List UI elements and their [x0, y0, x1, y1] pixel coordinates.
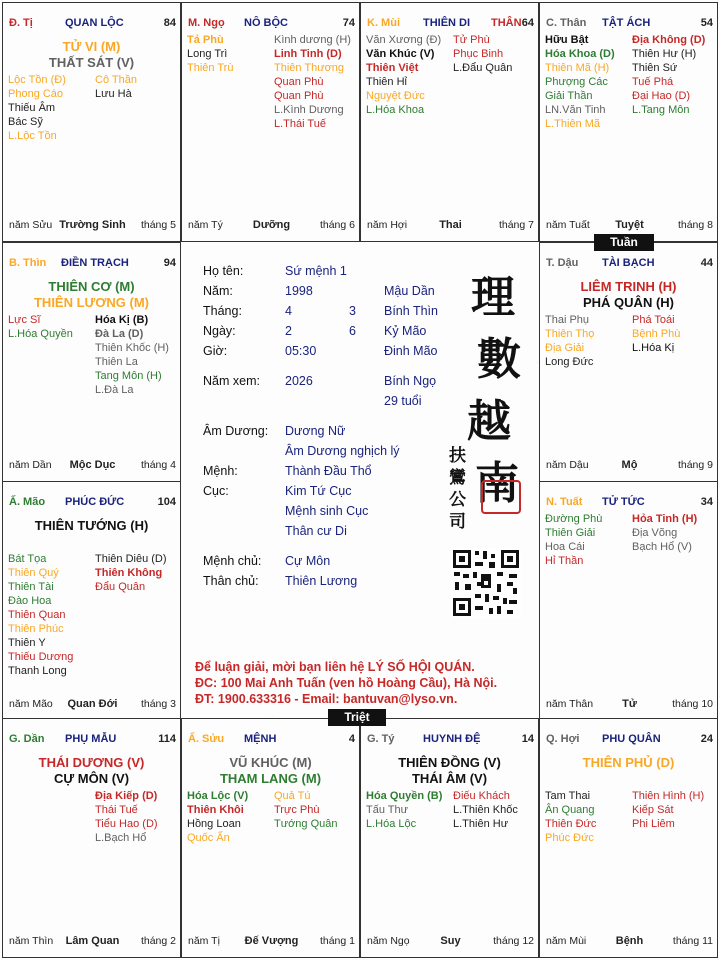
am-duong-value: Dương Nữ — [285, 424, 346, 438]
nam-label: Năm: — [203, 284, 233, 298]
minor-star: Tam Thai — [545, 790, 591, 802]
palace-cell-gd[interactable] — [2, 718, 181, 958]
left-star-column — [366, 33, 441, 117]
right-star-column — [632, 313, 680, 355]
minor-star: Thiên Sứ — [632, 62, 678, 74]
minor-star: Thiên Trù — [187, 62, 234, 74]
dai-han-number: 54 — [700, 17, 713, 29]
minor-star: Đại Hao (D) — [632, 90, 691, 102]
minor-star: Thai Phụ — [545, 314, 590, 326]
palace-header — [367, 17, 534, 31]
can-chi-label: K. Mùi — [367, 17, 400, 29]
palace-cell-dt[interactable] — [2, 2, 181, 242]
truong-sinh-stage: Suy — [440, 935, 461, 947]
palace-header — [188, 17, 355, 31]
minor-star: Thiên Mã (H) — [545, 62, 610, 74]
palace-footer — [546, 459, 713, 473]
nam-value: 1998 — [285, 284, 313, 298]
minor-star: Đào Hoa — [8, 595, 52, 607]
can-chi-label: B. Thìn — [9, 257, 47, 269]
minor-star: Thái Tuế — [95, 804, 138, 816]
minor-star: Tuế Phá — [632, 76, 674, 88]
minor-star: Thiên Giải — [545, 527, 596, 539]
palace-header — [9, 496, 176, 510]
nguyet-han-month: tháng 3 — [140, 698, 176, 710]
palace-footer — [546, 698, 713, 712]
minor-star: Phục Binh — [453, 48, 504, 60]
left-star-column — [8, 552, 73, 678]
minor-star: Hỉ Thần — [545, 555, 584, 567]
minor-star: Hóa Kị (B) — [95, 314, 149, 326]
palace-header — [546, 496, 713, 510]
can-chi-label: C. Thân — [546, 17, 587, 29]
minor-star: Hữu Bật — [545, 34, 589, 46]
minor-star: Thiên Quý — [8, 567, 59, 579]
contact-line-1: Để luận giải, mời bạn liên hệ LÝ SỐ HỘI QUÁN. — [195, 660, 475, 674]
truong-sinh-stage: Lâm Quan — [65, 935, 120, 947]
minor-star: Thiên Hư (H) — [632, 48, 697, 60]
ngay-can-chi: Kỷ Mão — [384, 324, 427, 338]
dai-han-number: 4 — [348, 733, 355, 745]
minor-star: Thiếu Dương — [8, 651, 74, 663]
right-star-column — [453, 789, 518, 831]
palace-name: PHU QUÂN — [602, 733, 661, 745]
main-star: PHÁ QUÂN (H) — [583, 295, 674, 310]
palace-cell-nt[interactable] — [539, 481, 718, 721]
minor-star: Kình dương (H) — [274, 34, 351, 46]
palace-footer — [367, 219, 534, 233]
palace-footer — [546, 219, 713, 233]
nguyet-han-month: tháng 9 — [677, 459, 713, 471]
ngay-value: 2 — [285, 324, 292, 338]
contact-phone-email: ĐT: 1900.633316 - Email: bantuvan@lyso.vn. — [195, 692, 458, 706]
minor-star: Địa Võng — [632, 527, 678, 539]
nguyet-han-month: tháng 12 — [493, 935, 534, 947]
than-chu-value: Thiên Lương — [285, 574, 358, 588]
palace-name: TỬ TỨC — [602, 496, 645, 508]
minor-star: Thiếu Âm — [8, 102, 56, 114]
tieu-han-year: năm Tý — [188, 219, 223, 231]
palace-name: MỆNH — [244, 733, 277, 745]
than-chu-label: Thân chủ: — [203, 574, 259, 588]
minor-star: Phong Cáo — [8, 88, 64, 100]
tieu-han-year: năm Tị — [188, 935, 220, 947]
ho-ten-value: Sứ mệnh 1 — [285, 264, 347, 278]
minor-star: Ân Quang — [545, 804, 595, 816]
minor-star: Quả Tú — [274, 790, 311, 802]
palace-cell-am[interactable] — [2, 481, 181, 721]
minor-star: Thiên Thọ — [545, 328, 595, 340]
nguyet-han-month: tháng 1 — [319, 935, 355, 947]
minor-star: Thiên Thương — [274, 62, 345, 74]
tieu-han-year: năm Mùi — [546, 935, 587, 947]
nam-xem-value: 2026 — [285, 374, 313, 388]
left-star-column — [545, 313, 594, 369]
minor-star: Thiên Phúc — [8, 623, 64, 635]
truong-sinh-stage: Trường Sinh — [59, 219, 126, 231]
minor-star: Địa Không (D) — [632, 34, 706, 46]
gio-label: Giờ: — [203, 344, 228, 358]
nguyet-han-month: tháng 6 — [319, 219, 355, 231]
palace-name: NÔ BỘC — [244, 17, 288, 29]
nguyet-han-month: tháng 10 — [672, 698, 713, 710]
minor-star: Quan Phù — [274, 90, 324, 102]
palace-cell-bt[interactable] — [2, 242, 181, 482]
minor-star: L.Đẩu Quân — [453, 62, 513, 74]
right-star-column — [95, 73, 137, 101]
left-star-column — [545, 512, 602, 568]
minor-star: L.Kình Dương — [274, 104, 344, 116]
right-star-column — [274, 33, 351, 131]
minor-star: Long Trì — [187, 48, 228, 60]
tieu-han-year: năm Sửu — [9, 219, 53, 231]
tieu-han-year: năm Hợi — [367, 219, 408, 231]
minor-star: Thiên Quan — [8, 609, 66, 621]
minor-star: Thiên Hình (H) — [632, 790, 705, 802]
minor-star: Bác Sỹ — [8, 116, 43, 128]
left-star-column — [8, 313, 73, 341]
minor-star: L.Hóa Kị — [632, 342, 675, 354]
menh-label: Mệnh: — [203, 464, 238, 478]
palace-cell-as[interactable] — [181, 718, 360, 958]
minor-star: Thiên Diêu (D) — [95, 553, 167, 565]
minor-star: Bạch Hổ (V) — [632, 541, 692, 553]
am-duong-label: Âm Dương: — [203, 424, 269, 438]
minor-star: Phá Toái — [632, 314, 675, 326]
left-star-column — [187, 33, 233, 75]
minor-star: L.Hóa Quyền — [8, 328, 73, 340]
nguyet-han-month: tháng 8 — [677, 219, 713, 231]
center-info-panel: Họ tên: Sứ mệnh 1 Năm: 1998 Mậu Dần Tháng: 4 3 Bính Thìn Ngày: 2 6 Kỷ Mão Giờ: 05:30 Đinh Mão Năm xem: 2026 Bính Ngọ 29 tuổi Âm Dương: Dương Nữ Âm Dương nghịch lý Mệnh: Thành Đầu Thổ Cục: Kim Tứ Cục Mệnh sinh Cục Thân cư Di Mệnh chủ: Cự Môn Thân chủ: Thiên Lương 理 數 越 南 扶 鸞 公 司 Để luận giải, mời bạn liên hệ LÝ SỐ HỘI QUÁN. ĐC: 100 Mai Anh Tuấn (ven hồ Hoàng Cầu), Hà Nội. ĐT: 1900.633316 - Email: bantuvan@lyso.vn. — [181, 242, 537, 716]
palace-name: PHÚC ĐỨC — [65, 496, 125, 508]
menh-chu-label: Mệnh chủ: — [203, 554, 262, 568]
main-star: THIÊN CƠ (M) — [48, 279, 135, 294]
nam-xem-can-chi: Bính Ngọ — [384, 374, 437, 388]
palace-header — [9, 17, 176, 31]
thang-can-chi: Bính Thìn — [384, 304, 438, 318]
minor-star: Thiên Khốc (H) — [95, 342, 169, 354]
palace-name: TÀI BẠCH — [602, 257, 655, 269]
gio-value: 05:30 — [285, 344, 317, 358]
palace-name: PHỤ MẪU — [65, 733, 117, 745]
contact-address: ĐC: 100 Mai Anh Tuấn (ven hồ Hoàng Cầu), Hà Nội. — [195, 676, 498, 690]
dai-han-number: 24 — [700, 733, 713, 745]
right-star-column — [95, 789, 158, 845]
palace-footer — [9, 935, 176, 949]
minor-star: Thiên Tài — [8, 581, 54, 593]
main-star: LIÊM TRINH (H) — [580, 279, 677, 294]
main-star: THẤT SÁT (V) — [48, 55, 135, 70]
minor-star: Kiếp Sát — [632, 804, 674, 816]
truong-sinh-stage: Tử — [622, 698, 637, 710]
palace-footer — [9, 698, 176, 712]
right-star-column — [274, 789, 338, 831]
palace-cell-gt[interactable] — [360, 718, 539, 958]
tieu-han-year: năm Mão — [9, 698, 53, 710]
can-chi-label: Ấ. Mão — [9, 496, 46, 508]
truong-sinh-stage: Bệnh — [615, 935, 644, 947]
main-star: THIÊN LƯƠNG (M) — [33, 295, 150, 310]
right-star-column — [632, 789, 704, 831]
left-star-column — [545, 789, 596, 845]
minor-star: Tả Phù — [187, 34, 224, 46]
gio-can-chi: Đinh Mão — [384, 344, 438, 358]
ho-ten-label: Họ tên: — [203, 264, 244, 278]
minor-star: Lộc Tồn (Đ) — [8, 74, 66, 86]
minor-star: Tấu Thư — [366, 804, 409, 816]
minor-star: Hóa Lộc (V) — [187, 790, 249, 802]
can-chi-label: M. Ngọ — [188, 17, 225, 29]
can-chi-label: Q. Hợi — [546, 733, 580, 745]
minor-star: Thiên Không — [95, 567, 163, 579]
minor-star: Nguyệt Đức — [366, 90, 425, 102]
can-chi-label: Đ. Tị — [9, 17, 33, 29]
palace-name: QUAN LỘC — [65, 17, 124, 29]
palace-header — [9, 733, 176, 747]
than-marker: THÂN — [491, 17, 522, 29]
left-star-column — [545, 33, 615, 131]
palace-header — [367, 733, 534, 747]
nguyet-han-month: tháng 5 — [140, 219, 176, 231]
minor-star: Địa Kiếp (D) — [95, 790, 158, 802]
minor-star: Văn Khúc (V) — [366, 48, 435, 60]
cuc-note-1: Mệnh sinh Cục — [285, 504, 369, 518]
minor-star: Thiên Đức — [545, 818, 597, 830]
minor-star: Hỏa Tinh (H) — [632, 513, 698, 525]
palace-header — [546, 733, 713, 747]
minor-star: Thanh Long — [8, 665, 67, 677]
main-star: THÁI DƯƠNG (V) — [38, 755, 145, 770]
tieu-han-year: năm Ngọ — [367, 935, 410, 947]
minor-star: Long Đức — [545, 356, 594, 368]
truong-sinh-stage: Dưỡng — [252, 219, 291, 231]
minor-star: Bệnh Phù — [632, 328, 681, 340]
minor-star: Tang Môn (H) — [95, 370, 162, 382]
minor-star: Hoa Cái — [545, 541, 585, 553]
minor-star: Cô Thần — [95, 74, 137, 86]
main-star: THÁI ÂM (V) — [411, 771, 488, 786]
nguyet-han-month: tháng 7 — [498, 219, 534, 231]
tuan-band: Tuần — [594, 234, 654, 251]
palace-cell-km[interactable] — [360, 2, 539, 242]
truong-sinh-stage: Quan Đới — [67, 698, 118, 710]
minor-star: L.Thiên Hư — [453, 818, 509, 830]
main-star: VŨ KHÚC (M) — [229, 755, 312, 770]
right-star-column — [95, 552, 167, 594]
right-star-column — [453, 33, 512, 75]
right-star-column — [95, 313, 169, 397]
am-duong-note: Âm Dương nghịch lý — [285, 444, 400, 458]
palace-name: THIÊN DI — [423, 17, 471, 29]
minor-star: Điếu Khách — [453, 790, 510, 802]
minor-star: Giải Thần — [545, 90, 593, 102]
nguyet-han-month: tháng 4 — [140, 459, 176, 471]
main-star: TỬ VI (M) — [62, 39, 121, 54]
main-star: THAM LANG (M) — [219, 771, 322, 786]
palace-footer — [188, 219, 355, 233]
dai-han-number: 44 — [700, 257, 713, 269]
minor-star: Thiên Khôi — [187, 804, 244, 816]
minor-star: L.Lộc Tồn — [8, 130, 57, 142]
truong-sinh-stage: Thai — [439, 219, 462, 231]
minor-star: Hóa Quyền (B) — [366, 790, 443, 802]
nguyet-han-month: tháng 2 — [140, 935, 176, 947]
minor-star: L.Đà La — [95, 384, 134, 396]
minor-star: Tử Phù — [453, 34, 490, 46]
tuoi-value: 29 tuổi — [384, 394, 422, 408]
triet-band: Triệt — [328, 709, 386, 726]
thang-value: 4 — [285, 304, 292, 318]
dai-han-number: 14 — [521, 733, 534, 745]
menh-value: Thành Đầu Thổ — [285, 464, 372, 478]
palace-name: ĐIỀN TRẠCH — [61, 257, 129, 269]
dai-han-number: 34 — [700, 496, 713, 508]
cuc-label: Cục: — [203, 484, 229, 498]
minor-star: Thiên Việt — [366, 62, 419, 74]
can-chi-label: G. Tý — [367, 733, 395, 745]
can-chi-label: T. Dậu — [546, 257, 579, 269]
minor-star: Văn Xương (Đ) — [366, 34, 442, 46]
minor-star: Thiên Hỉ — [366, 76, 407, 88]
minor-star: Trực Phù — [274, 804, 320, 816]
minor-star: Đẩu Quân — [95, 581, 146, 593]
dai-han-number: 84 — [163, 17, 176, 29]
palace-footer — [188, 935, 355, 949]
minor-star: Lực Sĩ — [8, 314, 41, 326]
minor-star: Thiên La — [95, 356, 138, 368]
red-seal-icon — [481, 480, 521, 514]
palace-cell-td[interactable] — [539, 242, 718, 482]
minor-star: Quốc Ấn — [187, 832, 230, 844]
minor-star: Phi Liêm — [632, 818, 675, 830]
minor-star: Địa Giải — [545, 342, 585, 354]
palace-header — [546, 17, 713, 31]
nam-xem-label: Năm xem: — [203, 374, 260, 388]
menh-chu-value: Cự Môn — [285, 554, 331, 568]
minor-star: Phượng Các — [545, 76, 608, 88]
minor-star: Lưu Hà — [95, 88, 132, 100]
tieu-han-year: năm Dần — [9, 459, 52, 471]
minor-star: Phúc Đức — [545, 832, 594, 844]
truong-sinh-stage: Mộ — [621, 459, 638, 471]
main-star: THIÊN PHỦ (D) — [582, 755, 675, 770]
minor-star: Đà La (D) — [95, 328, 144, 340]
minor-star: L.Bạch Hổ — [95, 832, 147, 844]
truong-sinh-stage: Tuyệt — [615, 219, 644, 231]
palace-cell-qh[interactable] — [539, 718, 718, 958]
palace-footer — [9, 459, 176, 473]
tieu-han-year: năm Dậu — [546, 459, 589, 471]
palace-header — [546, 257, 713, 271]
main-star: THIÊN ĐỒNG (V) — [398, 755, 501, 770]
minor-star: Quan Phù — [274, 76, 324, 88]
left-star-column — [366, 789, 442, 831]
ngay-label: Ngày: — [203, 324, 236, 338]
dai-han-number: 64 — [521, 17, 534, 29]
palace-name: TẬT ÁCH — [602, 17, 651, 29]
main-star: CỰ MÔN (V) — [53, 771, 130, 786]
cuc-value: Kim Tứ Cục — [285, 484, 352, 498]
dai-han-number: 114 — [158, 733, 176, 745]
right-star-column — [632, 33, 705, 117]
minor-star: L.Thái Tuế — [274, 118, 326, 130]
left-star-column — [8, 73, 66, 143]
palace-header — [9, 257, 176, 271]
dai-han-number: 74 — [342, 17, 355, 29]
palace-footer — [367, 935, 534, 949]
minor-star: Đường Phù — [545, 513, 603, 525]
minor-star: L.Thiên Khốc — [453, 804, 518, 816]
nguyet-han-month: tháng 11 — [672, 935, 713, 947]
minor-star: Hồng Loan — [187, 818, 241, 830]
qr-code-icon — [451, 548, 521, 618]
minor-star: Hóa Khoa (D) — [545, 48, 615, 60]
truong-sinh-stage: Đế Vượng — [244, 935, 299, 947]
minor-star: Thiên Y — [8, 637, 46, 649]
thang-am-lich: 3 — [349, 304, 356, 318]
palace-footer — [9, 219, 176, 233]
tieu-han-year: năm Thân — [546, 698, 594, 710]
ngay-am-lich: 6 — [349, 324, 356, 338]
palace-footer — [546, 935, 713, 949]
palace-cell-mn[interactable] — [181, 2, 360, 242]
tieu-han-year: năm Thìn — [9, 935, 54, 947]
dai-han-number: 94 — [163, 257, 176, 269]
minor-star: L.Thiên Mã — [545, 118, 601, 130]
minor-star: Linh Tinh (D) — [274, 48, 342, 60]
tieu-han-year: năm Tuất — [546, 219, 590, 231]
minor-star: LN.Văn Tinh — [545, 104, 606, 116]
can-chi-label: G. Dần — [9, 733, 45, 745]
minor-star: L.Hóa Khoa — [366, 104, 425, 116]
minor-star: Tiểu Hao (D) — [95, 818, 158, 830]
main-star: THIÊN TƯỚNG (H) — [34, 518, 149, 533]
minor-star: Tướng Quân — [274, 818, 338, 830]
dai-han-number: 104 — [157, 496, 176, 508]
palace-cell-ct[interactable] — [539, 2, 718, 242]
minor-star: Bát Tọa — [8, 553, 47, 565]
minor-star: L.Hóa Lộc — [366, 818, 417, 830]
minor-star: L.Tang Môn — [632, 104, 690, 116]
nam-can-chi: Mậu Dần — [384, 284, 435, 298]
palace-name: HUYNH ĐỆ — [423, 733, 481, 745]
truong-sinh-stage: Mộc Dục — [69, 459, 116, 471]
can-chi-label: N. Tuất — [546, 496, 583, 508]
right-star-column — [632, 512, 697, 554]
can-chi-label: Ấ. Sửu — [188, 733, 225, 745]
palace-header — [188, 733, 355, 747]
cuc-note-2: Thân cư Di — [285, 524, 347, 538]
thang-label: Tháng: — [203, 304, 242, 318]
left-star-column — [187, 789, 248, 845]
